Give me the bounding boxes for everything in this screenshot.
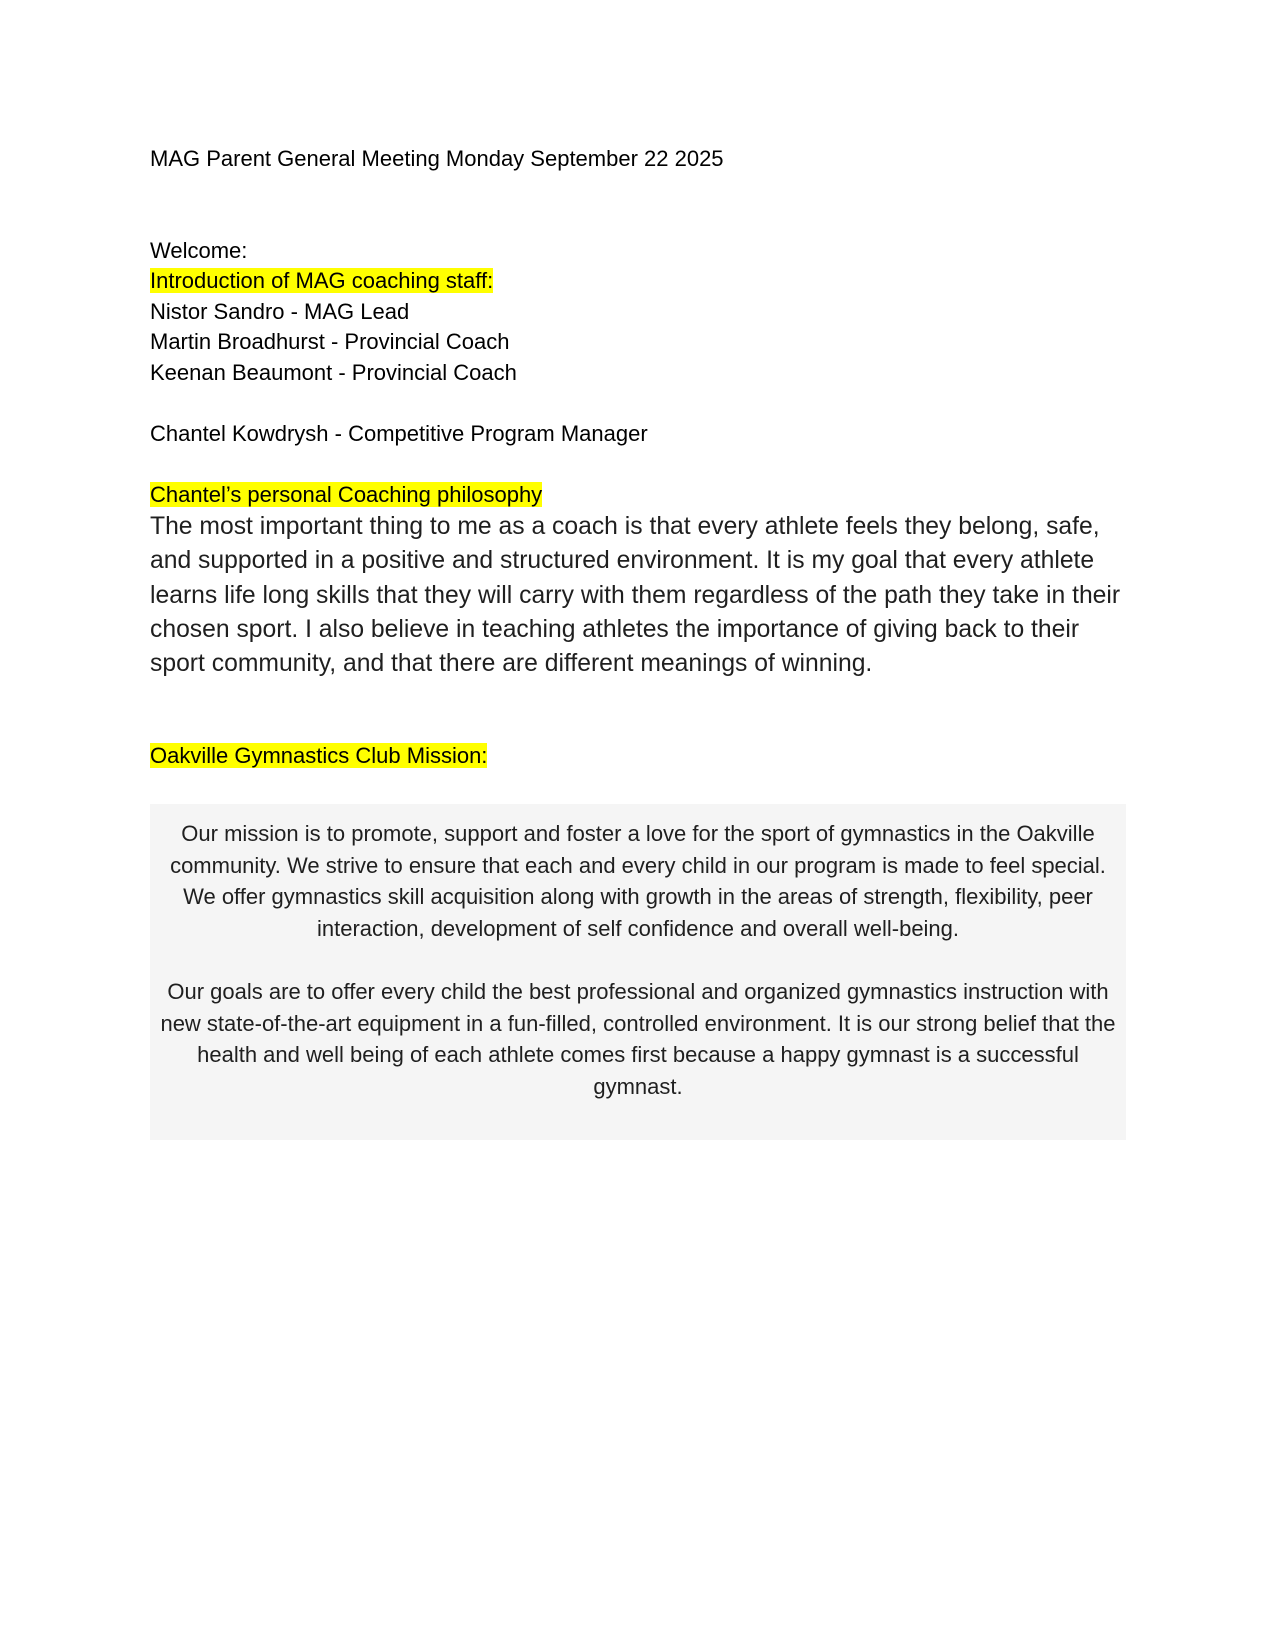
staff-item: Keenan Beaumont - Provincial Coach [150, 359, 517, 385]
goals-paragraph: Our goals are to offer every child the best professional and organized gymnastics instruction with new state-of-the-art equipment in a fun-filled, controlled environment. It is our strong belief that the health and well being of each athlete comes first because a happy gymnast is a successful gymnast. [160, 978, 1116, 1099]
mission-heading [150, 741, 1126, 772]
meeting-title: MAG Parent General Meeting Monday September 22 2025 [150, 146, 724, 171]
staff-item: Nistor Sandro - MAG Lead [150, 298, 410, 324]
staff-heading [150, 266, 1126, 297]
staff-heading-highlight: Introduction of MAG coaching staff: [150, 268, 494, 293]
program-manager: Chantel Kowdrysh - Competitive Program Manager [150, 420, 648, 446]
document-content [150, 144, 1126, 1140]
mission-box [150, 804, 1126, 1140]
spacer [150, 449, 1126, 480]
mission-paragraph: Our mission is to promote, support and foster a love for the sport of gymnastics in the Oakville community. We strive to ensure that each and every child in our program is made to feel special. We offer gymnastics skill acquisition along with growth in the areas of strength, flexibility, peer interaction, development of self confidence and overall well-being. [170, 820, 1106, 941]
staff-list [150, 297, 1126, 389]
philosophy-text: The most important thing to me as a coach is that every athlete feels they belong, safe, and supported in a positive and structured environment. It is my goal that every athlete learns life long skills that they will carry with them regardless of the path they take in their chosen sport. I also believe in teaching athletes the importance of giving back to their sport community, and that there are different meanings of winning. [150, 513, 1121, 678]
spacer [150, 388, 1126, 419]
spacer [154, 944, 1122, 976]
staff-item: Martin Broadhurst - Provincial Coach [150, 329, 510, 354]
philosophy-heading [150, 480, 1126, 511]
philosophy-heading-highlight: Chantel’s personal Coaching philosophy [150, 481, 543, 507]
welcome-label: Welcome: [150, 237, 248, 263]
mission-heading-highlight: Oakville Gymnastics Club Mission: [150, 743, 488, 769]
